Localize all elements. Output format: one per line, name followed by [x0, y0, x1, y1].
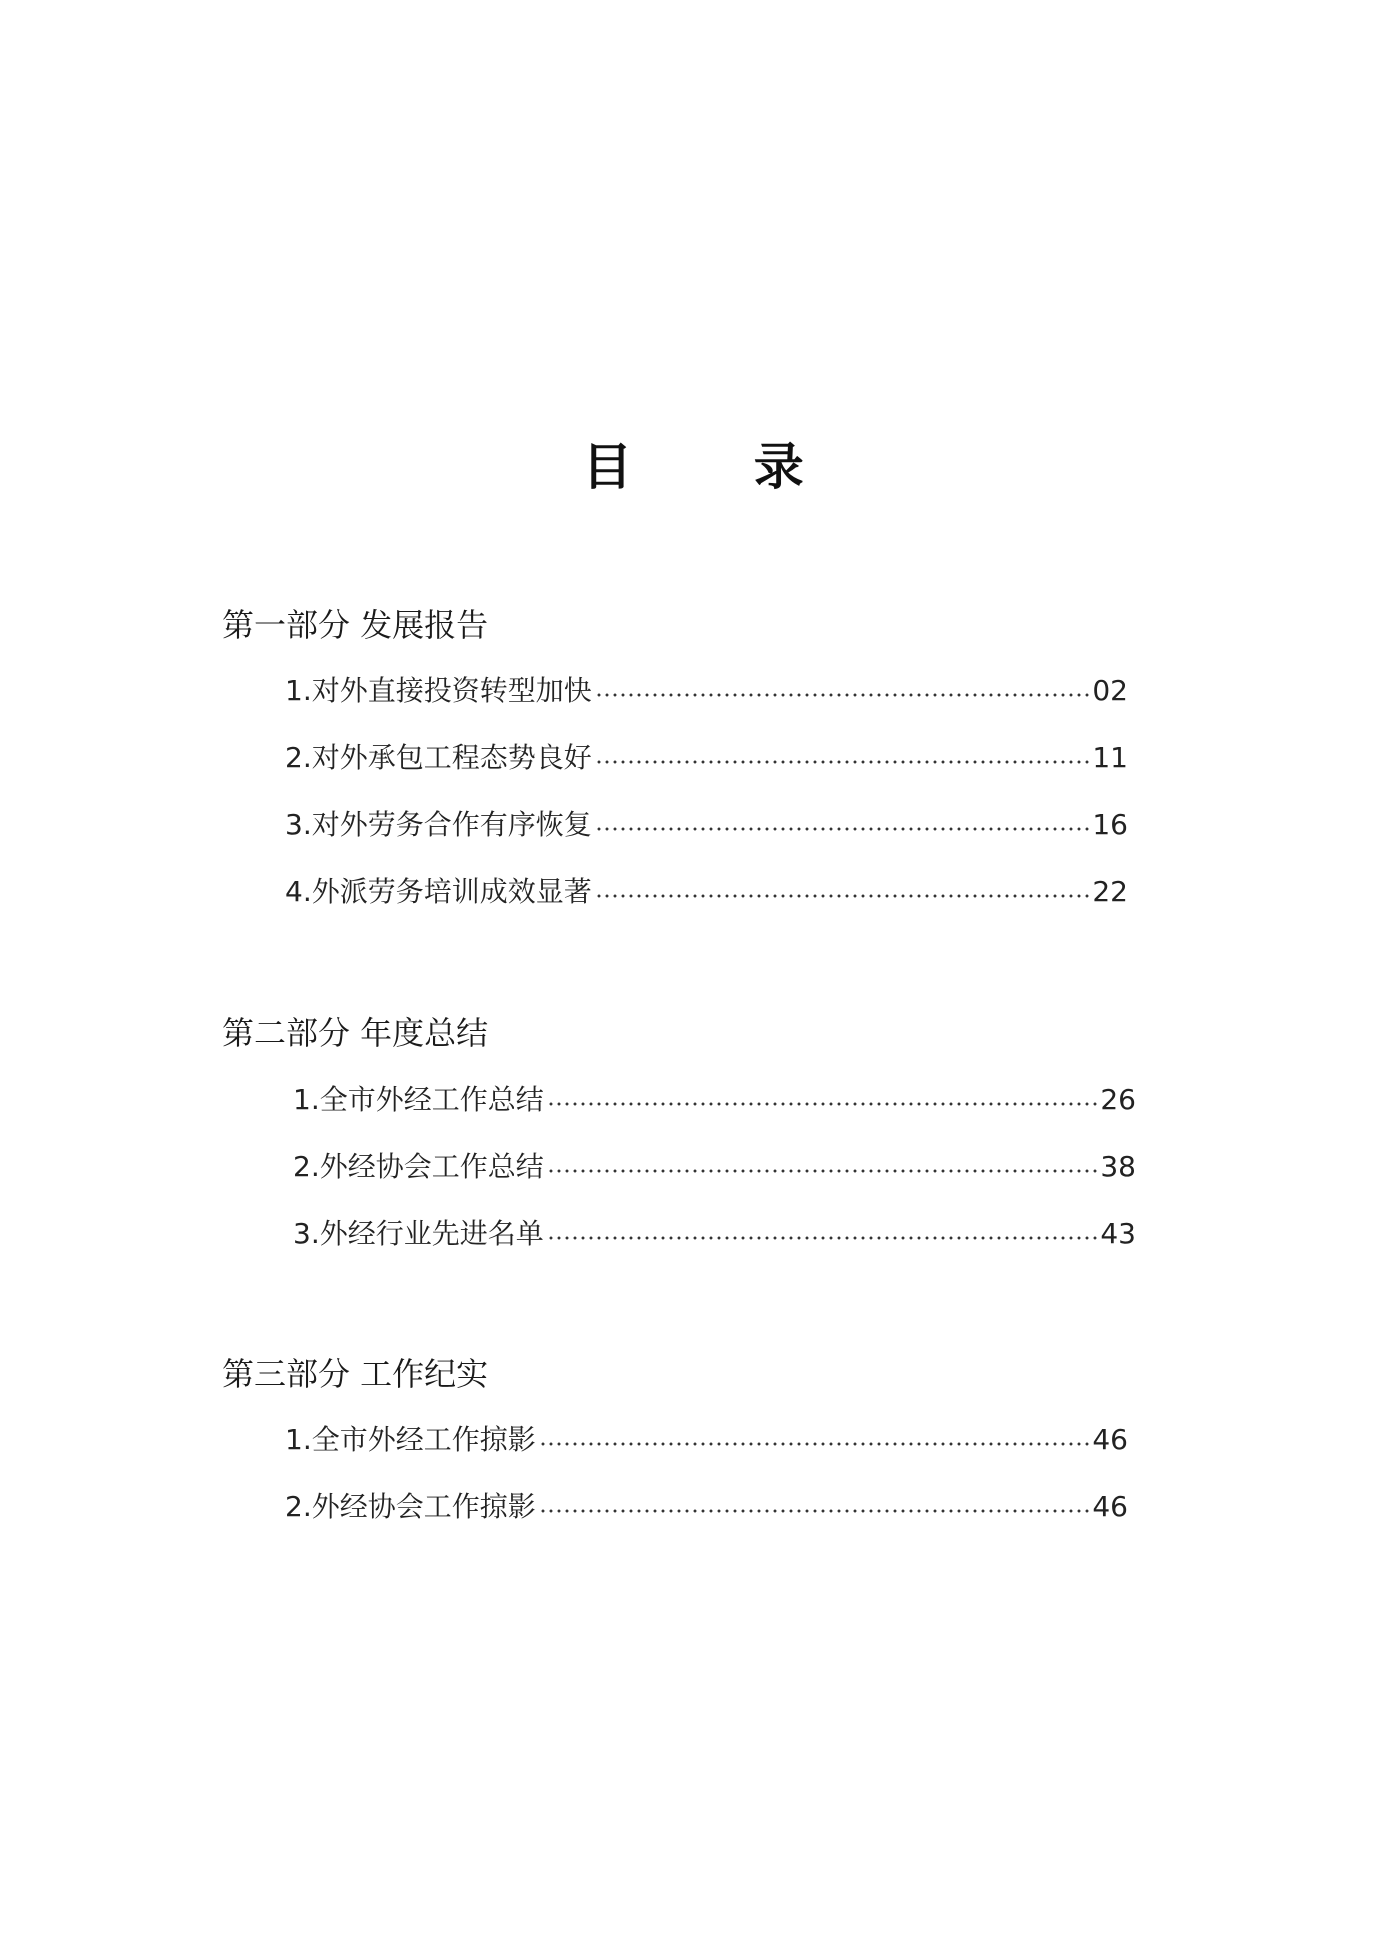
section-heading-development-report: 第一部分 发展报告	[222, 606, 489, 644]
dot-leader	[547, 1102, 1098, 1106]
toc-entry[interactable]	[285, 803, 1128, 847]
toc-entry[interactable]	[285, 870, 1128, 914]
toc-page-number: 43	[1100, 1217, 1136, 1250]
toc-page-number: 26	[1100, 1083, 1136, 1116]
dot-leader	[595, 693, 1090, 697]
toc-entry-label: 1.全市外经工作总结	[293, 1083, 544, 1116]
toc-entry[interactable]	[293, 1078, 1136, 1122]
toc-entry[interactable]	[293, 1145, 1136, 1189]
dot-leader	[595, 827, 1090, 831]
dot-leader	[539, 1442, 1090, 1446]
section-heading-work-record: 第三部分 工作纪实	[222, 1355, 489, 1393]
toc-entry-label: 4.外派劳务培训成效显著	[285, 875, 592, 908]
dot-leader	[547, 1169, 1098, 1173]
toc-page-number: 02	[1092, 674, 1128, 707]
toc-page-number: 11	[1092, 741, 1128, 774]
toc-page-number: 46	[1092, 1423, 1128, 1456]
toc-page-number: 38	[1100, 1150, 1136, 1183]
toc-page-number: 16	[1092, 808, 1128, 841]
toc-entry-label: 2.对外承包工程态势良好	[285, 741, 592, 774]
toc-entry-label: 3.外经行业先进名单	[293, 1217, 544, 1250]
dot-leader	[539, 1509, 1090, 1513]
page-title: 目 录	[582, 437, 856, 496]
dot-leader	[595, 894, 1090, 898]
toc-entry[interactable]	[285, 736, 1128, 780]
toc-page-number: 46	[1092, 1490, 1128, 1523]
toc-entry-label: 1.对外直接投资转型加快	[285, 674, 592, 707]
toc-entry-label: 3.对外劳务合作有序恢复	[285, 808, 592, 841]
toc-entry-label: 1.全市外经工作掠影	[285, 1423, 536, 1456]
toc-page-number: 22	[1092, 875, 1128, 908]
toc-entry[interactable]	[285, 1418, 1128, 1462]
toc-entry[interactable]	[293, 1212, 1136, 1256]
toc-entry[interactable]	[285, 669, 1128, 713]
toc-entry-label: 2.外经协会工作掠影	[285, 1490, 536, 1523]
section-heading-annual-summary: 第二部分 年度总结	[222, 1014, 489, 1052]
toc-entry-label: 2.外经协会工作总结	[293, 1150, 544, 1183]
toc-entry[interactable]	[285, 1485, 1128, 1529]
dot-leader	[595, 760, 1090, 764]
dot-leader	[547, 1236, 1098, 1240]
